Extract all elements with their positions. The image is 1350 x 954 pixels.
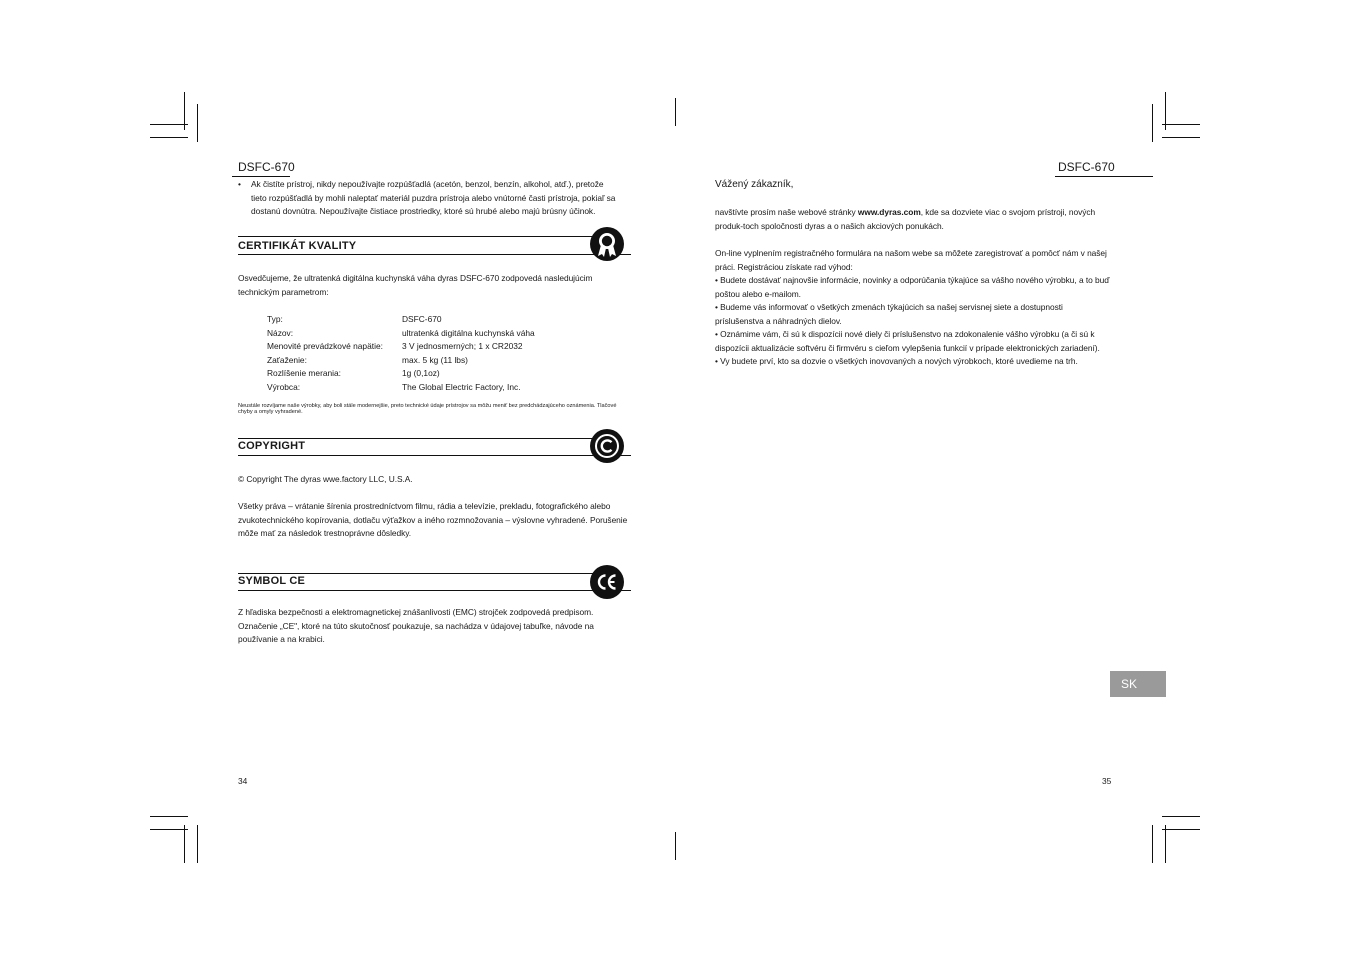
spec-value: DSFC-670 [402, 314, 442, 324]
quality-intro: Osvedčujeme, že ultratenká digitálna kuchynská váha dyras DSFC-670 zodpovedá nasledujúcim technickým parametrom: [238, 273, 593, 297]
crop-mark [150, 137, 188, 138]
crop-mark [150, 816, 188, 817]
crop-mark [1162, 829, 1200, 830]
crop-mark [1162, 137, 1200, 138]
spec-label: Názov: [267, 327, 294, 338]
spec-row [267, 381, 535, 395]
header-rule [1055, 176, 1153, 177]
benefit-item: • Vy budete prví, kto sa dozvie o všetkých inovovaných a nových výrobkoch, ktoré uvedieme na trh. [715, 356, 1078, 366]
crop-mark [197, 825, 198, 863]
section-rule [238, 573, 598, 574]
copyright-icon [590, 429, 624, 463]
section-rule [238, 254, 631, 255]
copyright-text: Všetky práva – vrátanie šírenia prostredníctvom filmu, rádia a televízie, prekladu, fotografického alebo zvukotechnického kopírovania, dotlaču výťažkov a iného rozmnožovania – výslovne vyhradené. Porušenie môže mať za následok trestnoprávne dôsledky. [238, 501, 628, 538]
section-rule [238, 590, 631, 591]
crop-mark [1162, 124, 1200, 125]
page-number-right: 35 [1102, 776, 1112, 786]
ce-mark-icon [590, 565, 624, 599]
cleaning-note-text: Ak čistíte prístroj, nikdy nepoužívajte rozpúšťadlá (acetón, benzol, benzín, alkohol, atď.), pretože tieto rozpúšťadlá by mohli naleptať materiál puzdra prístroja alebo vnútorné časti prístroja, pokiaľ sa dostanú dovnútra. Nepoužívajte čistiace prostriedky, ktoré sú hrubé alebo majú brúsny účinok. [251, 179, 616, 216]
header-rule [232, 176, 290, 177]
center-fold-mark [675, 98, 676, 126]
spec-row [267, 340, 535, 354]
benefits-list [715, 274, 1110, 369]
website-link[interactable]: www.dyras.com [857, 207, 921, 217]
spec-label: Výrobca: [267, 381, 301, 392]
spec-row [267, 313, 535, 327]
crop-mark [1165, 92, 1166, 130]
crop-mark [150, 124, 188, 125]
language-tab: SK [1110, 671, 1166, 697]
model-header: DSFC-670 [1058, 160, 1115, 174]
model-header: DSFC-670 [238, 160, 295, 174]
ce-text: Z hľadiska bezpečnosti a elektromagnetickej znášanlivosti (EMC) strojček zodpovedá predpisom. Označenie „CE", ktoré na túto skutočnosť poukazuje, sa nachádza v údajovej tabuľke, návode na používanie a na krabici. [238, 607, 594, 644]
spec-table [267, 313, 535, 394]
copyright-line: © Copyright The dyras wwe.factory LLC, U.S.A. [238, 474, 413, 484]
center-fold-mark [675, 832, 676, 860]
spec-row [267, 327, 535, 341]
spec-label: Menovité prevádzkové napätie: [267, 341, 383, 351]
section-rule [238, 236, 598, 237]
crop-mark [1165, 825, 1166, 863]
section-rule [238, 438, 598, 439]
cleaning-note: • Ak čistíte prístroj, nikdy nepoužívajte rozpúšťadlá (acetón, benzol, benzín, alkohol, atď.), pretože tieto rozpúšťadlá by mohli naleptať materiál puzdra prístroja alebo vnútorné časti prístroja, pokiaľ sa dostanú dovnútra. Nepoužívajte čistiace prostriedky, ktoré sú hrubé alebo majú brúsny účinok. [238, 178, 618, 219]
page-number-left: 34 [238, 776, 248, 786]
spec-label: Zaťaženie: [267, 354, 307, 365]
spec-value: max. 5 kg (11 lbs) [402, 354, 468, 365]
crop-mark [1152, 825, 1153, 863]
registration-intro: On-line vyplnením registračného formulára na našom webe sa môžete zaregistrovať a pomôcť nám v našej práci. Registráciou získate rad výhod: [715, 248, 1107, 272]
visit-text-pre: navštívte prosím naše webové stránky [715, 207, 858, 217]
visit-website-text [715, 206, 1110, 233]
benefit-item: • Budeme vás informovať o všetkých zmenách týkajúcich sa našej servisnej siete a dostupnosti príslušenstva a náhradných dielov. [715, 302, 1063, 326]
section-title-quality: CERTIFIKÁT KVALITY [238, 240, 357, 252]
spec-value: 3 V jednosmerných; 1 x CR2032 [402, 341, 523, 351]
spec-row [267, 367, 535, 381]
section-rule [238, 455, 631, 456]
spec-row [267, 354, 535, 368]
award-icon [590, 227, 624, 261]
crop-mark [1152, 104, 1153, 142]
benefit-item: • Oznámime vám, či sú k dispozícii nové diely či príslušenstvo na zdokonalenie vášho výrobku (a či sú k dispozícii aktualizácie softvéru či firmvéru s cieľom vylepšenia funkcií v prípade elektronických zariadení). [715, 329, 1100, 353]
spec-value: The Global Electric Factory, Inc. [402, 381, 521, 392]
crop-mark [197, 104, 198, 142]
crop-mark [1162, 816, 1200, 817]
disclaimer: Neustále rozvíjame naše výrobky, aby boli stále modernejšie, preto technické údaje prístrojov sa môžu meniť bez predchádzajúceho oznámenia. Tlačové chyby a omyly vyhradené. [238, 403, 617, 416]
greeting: Vážený zákazník, [715, 179, 794, 190]
visit-text-post: , kde sa dozviete viac o svojom prístroji, nových produk-toch spoločnosti dyras a o našich akciových ponukách. [715, 207, 1096, 231]
benefit-item: • Budete dostávať najnovšie informácie, novinky a odporúčania týkajúce sa vášho nového výrobku, a to buď poštou alebo e-mailom. [715, 275, 1110, 299]
crop-mark [150, 829, 188, 830]
crop-mark [184, 825, 185, 863]
spec-label: Rozlíšenie merania: [267, 368, 342, 378]
section-title-copyright: COPYRIGHT [238, 440, 306, 452]
spec-value: ultratenká digitálna kuchynská váha [402, 327, 535, 338]
spec-value: 1g (0,1oz) [402, 368, 440, 378]
crop-mark [184, 92, 185, 130]
section-title-ce: SYMBOL CE [238, 575, 305, 587]
spec-label: Typ: [267, 314, 283, 324]
